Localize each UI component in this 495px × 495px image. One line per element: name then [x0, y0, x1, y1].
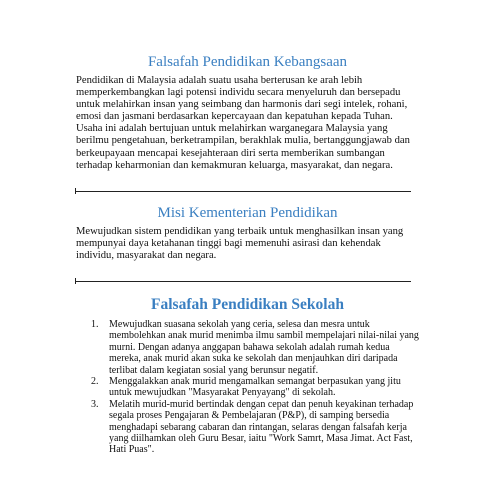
section-title-falsafah-kebangsaan: Falsafah Pendidikan Kebangsaan: [147, 54, 348, 70]
list-item: [91, 376, 421, 399]
falsafah-sekolah-list: [91, 319, 421, 456]
list-item-number: 2.: [91, 376, 99, 388]
section-divider: [75, 191, 411, 192]
divider-tick: [75, 278, 76, 284]
list-item: [91, 319, 421, 376]
list-item-text: Menggalakkan anak murid mengamalkan semangat berpasukan yang jitu untuk mewujudkan "Masyarakat Penyayang" di sekolah.: [109, 376, 401, 399]
list-item: [91, 399, 421, 456]
divider-tick: [75, 188, 76, 194]
falsafah-kebangsaan-paragraph: Pendidikan di Malaysia adalah suatu usaha berterusan ke arah lebih memperkembangkan lagi potensi individu secara menyeluruh dan bersepadu untuk melahirkan insan yang seimbang dan harmonis dari segi intelek, rohani, emosi dan jasmani berdasarkan kepercayaan dan kepatuhan kepada Tuhan. Usaha ini adalah bertujuan untuk melahirkan warganegara Malaysia yang berilmu pengetahuan, berketrampilan, berakhlak mulia, bertanggungjawab dan berkeupayaan mencapai kesejahteraan diri serta memberikan sumbangan terhadap keharmonian dan kemakmuran keluarga, masyarakat, dan negara.: [76, 75, 410, 171]
list-item-text: Mewujudkan suasana sekolah yang ceria, selesa dan mesra untuk membolehkan anak murid menimba ilmu sambil mempelajari nilai-nilai yang murni. Dengan adanya anggapan bahawa sekolah adalah rumah kedua mereka, anak murid akan suka ke sekolah dan menjauhkan diri daripada terlibat dalam kegiatan sosial yang berunsur negatif.: [109, 319, 419, 376]
list-item-text: Melatih murid-murid bertindak dengan cepat dan penuh keyakinan terhadap segala proses Pengajaran & Pembelajaran (P&P), di samping bersedia menghadapi sebarang cabaran dan rintangan, selaras dengan falsafah kerja yang diilhamkan oleh Guru Besar, iaitu "Work Samrt, Masa Jimat. Act Fast, Hati Puas".: [109, 398, 414, 456]
list-item-number: 1.: [91, 319, 99, 330]
misi-paragraph: Mewujudkan sistem pendidikan yang terbaik untuk menghasilkan insan yang mempunyai daya ketahanan tinggi bagi memenuhi asirasi dan kehendak individu, masyarakat dan negara.: [76, 226, 404, 262]
section-title-misi: Misi Kementerian Pendidikan: [157, 205, 338, 221]
list-item-number: 3.: [91, 398, 99, 410]
section-divider: [75, 281, 411, 282]
section-title-falsafah-sekolah: Falsafah Pendidikan Sekolah: [151, 296, 344, 313]
